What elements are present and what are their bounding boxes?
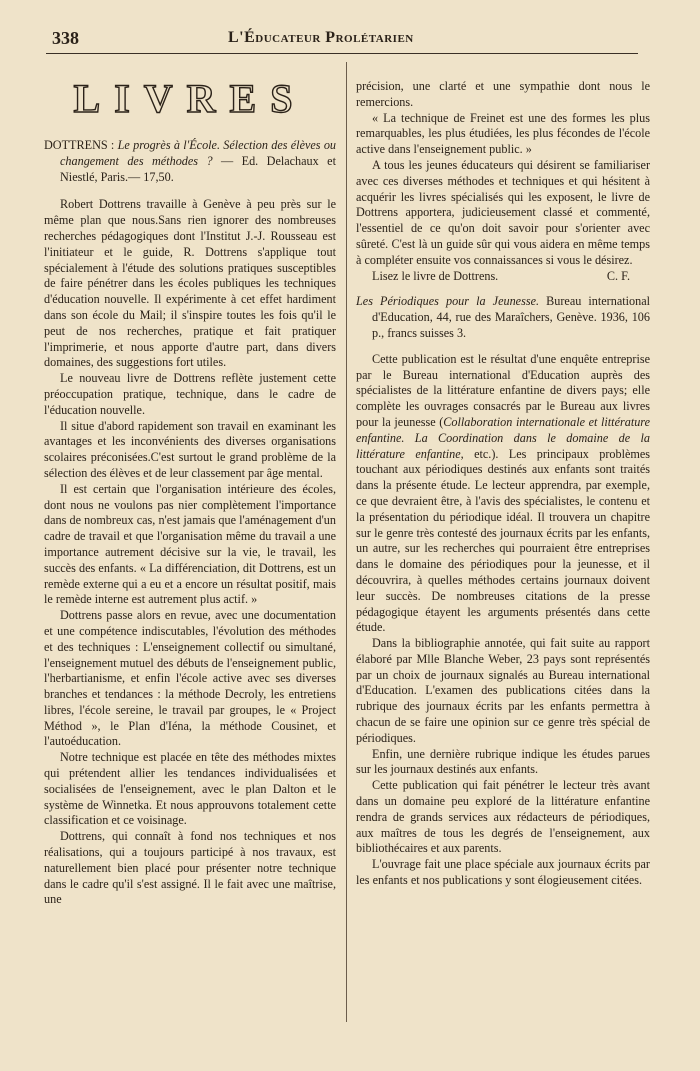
section-title-text: LIVRES xyxy=(73,76,307,121)
signature-line xyxy=(356,269,650,285)
paragraph: précision, une clarté et une sympathie dont nous le remercions. xyxy=(356,79,650,109)
ref2-publisher: Bureau international d'Education, 44, rue des Maraîchers, Genève. 1936, 106 p., francs suisses 3. xyxy=(372,294,650,340)
paragraph: Il est certain que l'organisation intérieure des écoles, dont nous ne voulons pas nier complètement l'importance dans de nombreux cas, n'est jamais que l'aménagement d'un cadre de travail et que l'organisation même du travail a une importance autrement décisive sur la vie, le travail, les succès des enfants. « La différenciation, dit Dottrens, est un remède externe qui a eu et a encore un résultat positif, mais le remède interne est autrement plus actif. » xyxy=(44,481,336,607)
journal-title: L'Éducateur Prolétarien xyxy=(228,29,414,46)
section-title-graphic xyxy=(44,74,336,124)
right-column xyxy=(356,79,650,889)
paragraph-last: L'ouvrage fait une place spéciale aux journaux écrits par les enfants et nos publications y sont élogieusement citées. xyxy=(356,857,650,888)
column-divider xyxy=(346,62,347,1022)
paragraph: Notre technique est placée en tête des méthodes mixtes qui prétendent allier les tendances individualisées et socialisées de l'enseignement, avec le plan Dalton et le système de Winnetka. Et nous approuvons totalement cette classification et ce voisinage. xyxy=(44,750,336,828)
header-rule xyxy=(46,53,638,54)
book-reference-2 xyxy=(356,294,650,341)
signature-text: Lisez le livre de Dottrens. xyxy=(372,268,499,283)
quote-paragraph: « La technique de Freinet est une des formes les plus remarquables, les plus étudiées, les plus fécondes de l'école active dans l'enseignement public. » xyxy=(356,110,650,157)
paragraph xyxy=(356,352,650,636)
page-header xyxy=(46,28,638,52)
paragraph-italic-part: Collaboration internationale et littérature enfantine. La Coordination dans le domaine de la littérature enfantine, xyxy=(356,414,650,461)
paragraph-part: etc.). Les principaux problèmes touchant aux périodiques destinés aux enfants sont traités dans la présente étude. Le lecteur apprendra, par exemple, ce que devraient être, à l'avis des spécialistes, le contenu et la présentation du périodique idéal. Il trouvera un chapitre sur le genre très contesté des journaux écrits par les enfants, un autre, sur les recherches qui pourraient être entreprises dans le domaine des périodiques pour la jeunesse, et il découvrira, à quelles méthodes certains journaux doivent leur succès. De nombreuses citations de la presse pédagogique étayent les arguments présentés dans cette étude. xyxy=(356,446,650,635)
paragraph: Dans la bibliographie annotée, qui fait suite au rapport élaboré par Mlle Blanche Weber, 23 pays sont représentés par un choix de journaux signalés au Bureau international d'Education. L'examen des publications citées dans la rubrique des journaux écrits par les enfants permettra à chacun de se faire une opinion sur ce genre très spécial de périodiques. xyxy=(356,636,650,745)
paragraph: Dottrens, qui connaît à fond nos techniques et nos réalisations, qui a toujours participé à nos travaux, est naturellement bien placé pour présenter notre technique dans le cadre qu'il s'est assigné. Il le fait avec une maîtrise, une xyxy=(44,829,336,907)
left-column xyxy=(44,64,336,908)
paragraph: Enfin, une dernière rubrique indique les études parues sur les journaux destinés aux enfants. xyxy=(356,746,650,777)
page-number: 338 xyxy=(52,28,79,48)
paragraph: A tous les jeunes éducateurs qui désirent se familiariser avec ces diverses méthodes et techniques et qui hésitent à acquérir les livres spécialisés qui les exposent, le livre de Dottrens apportera, judicieusement classé et commenté, l'essentiel de ce qu'on doit savoir pour s'orienter avec sûreté. C'est là un guide sûr qui vous aidera en même temps à compléter ensuite vos connaissances si vous le désirez. xyxy=(356,157,650,267)
book-reference-1 xyxy=(44,138,336,185)
ref-publisher: — Ed. Delachaux et Niestlé, Paris.— 17,50. xyxy=(60,153,336,184)
signature-initials: C. F. xyxy=(606,268,630,283)
paragraph-part: Cette publication est le résultat d'une enquête entreprise par le Bureau international d'Education auprès des spécialistes de la littérature enfantine de divers pays; elle complète les ouvrages consacrés par le Bureau aux livres pour la jeunesse ( xyxy=(356,351,650,429)
paragraph: Il situe d'abord rapidement son travail en examinant les avantages et les inconvénients des diverses organisations scolaires préconisées.C'est surtout le grand problème de la sélection des élèves et de leur classement par âge mental. xyxy=(44,418,336,480)
paragraph: Robert Dottrens travaille à Genève à peu près sur le même plan que nous.Sans rien ignorer des nombreuses recherches pédagogiques dont l'Institut J.-J. Rousseau est l'initiateur et le guide, R. Dottrens s'applique tout spécialement à l'étude des solutions pratiques susceptibles de faire pénétrer dans les écoles publiques les techniques d'éducation nouvelle. Il expérimente à cet effet hardiment dans son école du Mail; il s'inspire toutes les fois qu'il le peut de nos recherches, pratique et fait pratiquer l'imprimerie, et nous apporte d'autre part, dans divers domaines, des suggestions fort utiles. xyxy=(44,197,336,370)
paragraph xyxy=(356,857,650,889)
ref-author: DOTTRENS : xyxy=(44,138,115,152)
paragraph: Le nouveau livre de Dottrens reflète justement cette préoccupation pratique, technique, dans le cadre de l'éducation nouvelle. xyxy=(44,371,336,417)
paragraph: Dottrens passe alors en revue, avec une documentation et une compétence indiscutables, l'évolution des méthodes et des techniques : L'enseignement collectif ou simultané, l'enseignement mutuel des débuts de l'enseignement public, l'herbartianisme, et enfin l'école active avec ses diverses branches et tendances : la méthode Decroly, les entretiens libres, l'école sereine, le travail par groupes, le « Project Méthod », le Plan d'Iéna, la méthode Cousinet, et l'autoéducation. xyxy=(44,608,336,749)
ref2-title: Les Périodiques pour la Jeunesse. xyxy=(356,294,540,309)
paragraph: Cette publication qui fait pénétrer le lecteur très avant dans un domaine peu exploré de la littérature enfantine rendra de grands services aux rédacteurs de périodiques, aux maîtres de tous les degrés de l'enseignement, aux bibliothécaires et aux parents. xyxy=(356,778,650,856)
ref-title: Le progrès à l'École. Sélection des élèves ou changement des méthodes ? xyxy=(60,138,337,168)
section-title xyxy=(44,74,336,124)
